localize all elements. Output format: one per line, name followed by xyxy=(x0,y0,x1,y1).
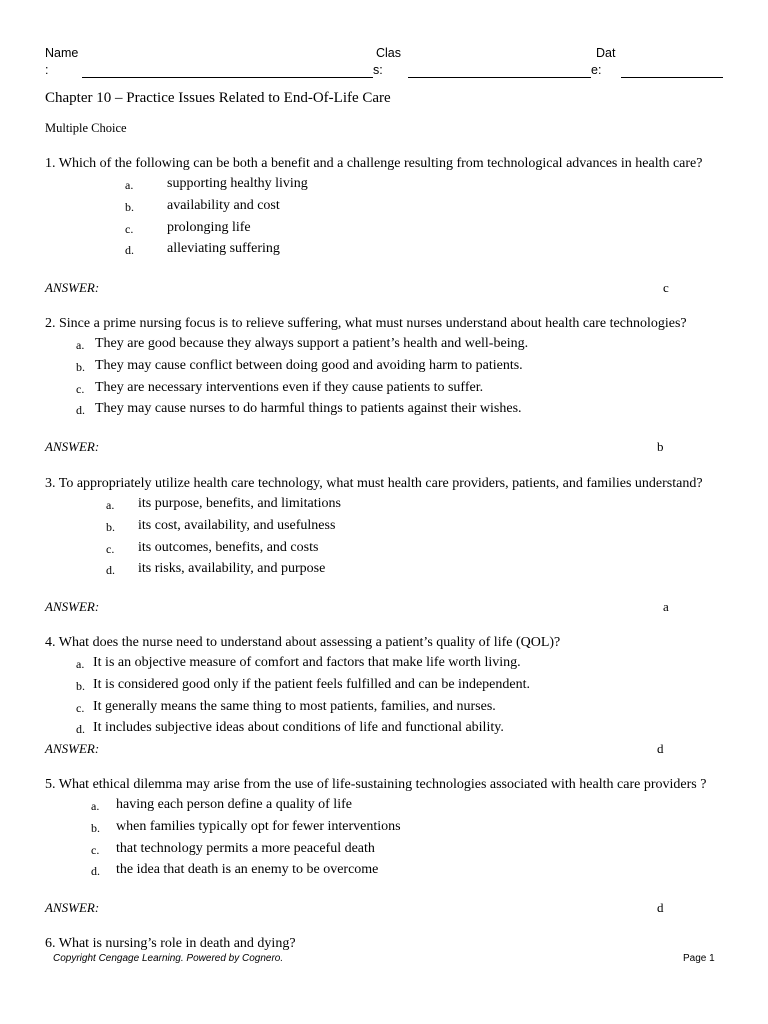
answer-label-1: ANSWER: xyxy=(45,280,100,295)
option-letter: d. xyxy=(76,722,85,737)
option-letter: c. xyxy=(106,541,115,556)
option-text: when families typically opt for fewer interventions xyxy=(116,818,401,834)
options-list xyxy=(45,654,725,741)
question-stem: 5. What ethical dilemma may arise from the use of life-sustaining technologies associated with health care providers ? xyxy=(45,777,707,792)
option-text: They are good because they always support a patient’s health and well-being. xyxy=(95,336,529,351)
option-letter: c. xyxy=(76,381,85,396)
option-text: It generally means the same thing to most patients, families, and nurses. xyxy=(93,698,496,714)
question-stem: 1. Which of the following can be both a benefit and a challenge resulting from technological advances in health care? xyxy=(45,156,703,171)
option-d[interactable] xyxy=(45,400,725,422)
question-6 xyxy=(45,935,725,952)
option-text: its risks, availability, and purpose xyxy=(138,561,326,577)
answer-value-1: c xyxy=(663,280,669,295)
option-letter: a. xyxy=(91,799,100,813)
option-letter: b. xyxy=(106,519,115,534)
option-d[interactable] xyxy=(45,861,725,883)
options-list xyxy=(45,175,725,262)
answer-label-4: ANSWER: xyxy=(45,741,100,756)
option-text: It includes subjective ideas about conditions of life and functional ability. xyxy=(93,720,504,736)
option-a[interactable] xyxy=(45,796,725,818)
option-text: It is considered good only if the patient feels fulfilled and can be independent. xyxy=(93,676,530,692)
option-b[interactable] xyxy=(45,676,725,698)
option-a[interactable] xyxy=(45,654,725,676)
section-heading: Multiple Choice xyxy=(45,121,127,135)
option-letter: d. xyxy=(76,403,85,418)
answer-value-5: d xyxy=(657,900,664,915)
option-text: availability and cost xyxy=(167,197,280,213)
options-list xyxy=(45,796,725,883)
chapter-title: Chapter 10 – Practice Issues Related to End-Of-Life Care xyxy=(45,90,391,106)
option-d[interactable] xyxy=(45,240,725,262)
answer-value-4: d xyxy=(657,741,664,756)
class-label: Clas xyxy=(376,46,402,60)
option-letter: c. xyxy=(91,842,100,857)
option-letter: d. xyxy=(125,243,134,258)
option-letter: c. xyxy=(76,700,85,715)
option-letter: d. xyxy=(106,563,115,578)
question-4 xyxy=(45,634,725,741)
option-b[interactable] xyxy=(45,517,725,539)
question-5 xyxy=(45,776,725,883)
option-text: having each person define a quality of life xyxy=(116,797,352,812)
question-3 xyxy=(45,475,725,582)
question-1 xyxy=(45,155,725,262)
footer-copyright: Copyright Cengage Learning. Powered by Cognero. xyxy=(53,953,284,964)
option-letter: c. xyxy=(125,221,134,236)
option-a[interactable] xyxy=(45,335,725,357)
answer-label-5: ANSWER: xyxy=(45,900,100,915)
option-c[interactable] xyxy=(45,698,725,720)
option-letter: b. xyxy=(76,359,85,374)
option-c[interactable] xyxy=(45,219,725,241)
option-d[interactable] xyxy=(45,560,725,582)
option-letter: d. xyxy=(91,864,100,879)
option-b[interactable] xyxy=(45,818,725,840)
class-label-suffix: s: xyxy=(373,63,383,77)
options-list xyxy=(45,335,725,422)
options-list xyxy=(45,495,725,582)
name-label: Name xyxy=(45,46,79,60)
question-2 xyxy=(45,315,725,422)
option-c[interactable] xyxy=(45,379,725,401)
answer-value-3: a xyxy=(663,599,669,614)
class-field-line[interactable] xyxy=(408,77,591,78)
date-label-suffix: e: xyxy=(591,63,602,77)
option-b[interactable] xyxy=(45,197,725,219)
question-stem: 3. To appropriately utilize health care technology, what must health care providers, patients, and families understand? xyxy=(45,476,703,491)
option-letter: a. xyxy=(76,338,85,352)
name-field-line[interactable] xyxy=(82,77,373,78)
option-letter: a. xyxy=(106,498,115,512)
option-c[interactable] xyxy=(45,539,725,561)
option-letter: b. xyxy=(91,820,100,835)
option-a[interactable] xyxy=(45,175,725,197)
option-a[interactable] xyxy=(45,495,725,517)
option-text: its purpose, benefits, and limitations xyxy=(138,496,341,511)
option-text: the idea that death is an enemy to be overcome xyxy=(116,862,379,878)
question-stem: 6. What is nursing’s role in death and dying? xyxy=(45,936,296,951)
option-text: that technology permits a more peaceful death xyxy=(116,840,375,856)
option-d[interactable] xyxy=(45,719,725,741)
option-text: It is an objective measure of comfort and factors that make life worth living. xyxy=(93,655,521,670)
option-text: supporting healthy living xyxy=(167,176,308,191)
option-text: alleviating suffering xyxy=(167,241,280,257)
option-b[interactable] xyxy=(45,357,725,379)
answer-label-2: ANSWER: xyxy=(45,439,100,454)
option-letter: b. xyxy=(76,678,85,693)
name-colon: : xyxy=(45,63,49,77)
option-text: They may cause nurses to do harmful things to patients against their wishes. xyxy=(95,401,522,417)
date-label: Dat xyxy=(596,46,616,60)
answer-value-2: b xyxy=(657,439,664,454)
option-text: They may cause conflict between doing good and avoiding harm to patients. xyxy=(95,357,523,373)
option-text: its cost, availability, and usefulness xyxy=(138,517,336,533)
option-letter: b. xyxy=(125,199,134,214)
option-letter: a. xyxy=(76,657,85,671)
option-text: its outcomes, benefits, and costs xyxy=(138,539,319,555)
answer-label-3: ANSWER: xyxy=(45,599,100,614)
option-text: They are necessary interventions even if they cause patients to suffer. xyxy=(95,379,484,395)
option-text: prolonging life xyxy=(167,219,251,235)
option-letter: a. xyxy=(125,178,134,192)
option-c[interactable] xyxy=(45,840,725,862)
question-stem: 4. What does the nurse need to understand about assessing a patient’s quality of life (QOL)? xyxy=(45,635,561,650)
question-stem: 2. Since a prime nursing focus is to relieve suffering, what must nurses understand about health care technologies? xyxy=(45,316,687,331)
footer-page-number: Page 1 xyxy=(683,953,715,964)
date-field-line[interactable] xyxy=(621,77,723,78)
